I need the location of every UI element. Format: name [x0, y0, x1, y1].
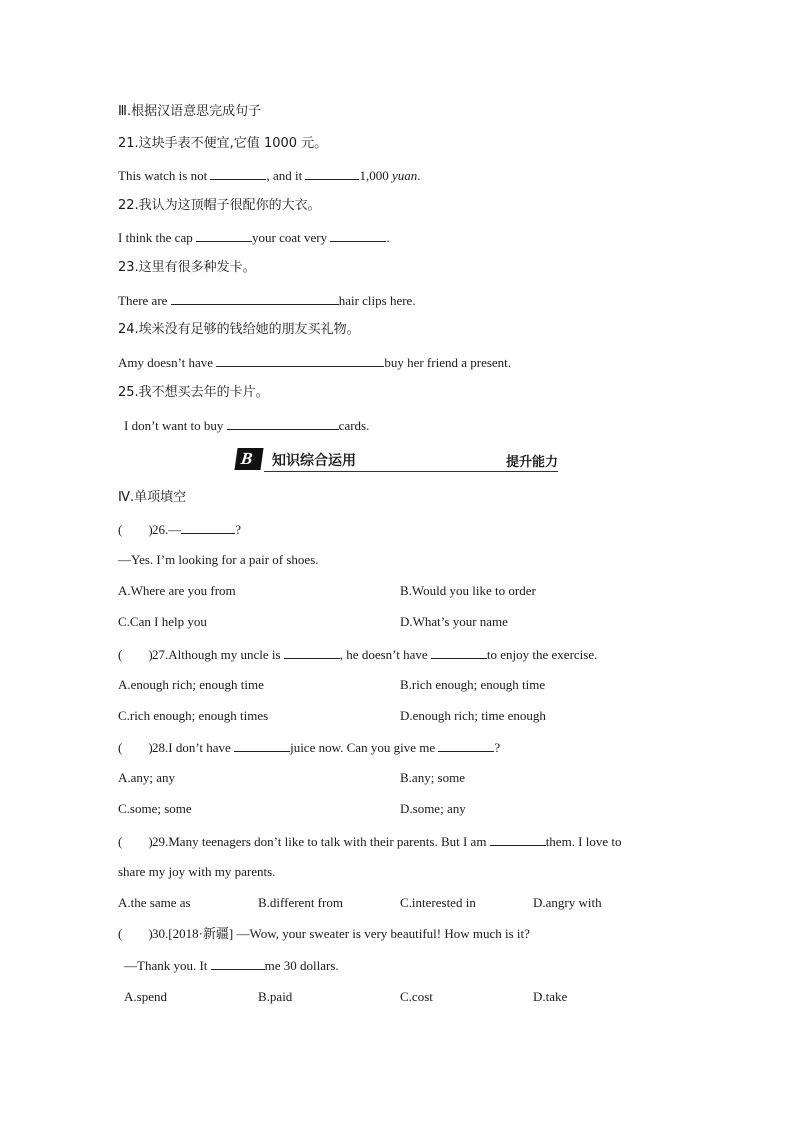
q25-chinese: 25.我不想买去年的卡片。	[118, 385, 269, 400]
q24-text-a: Amy doesn’t have	[118, 355, 217, 370]
q29-option-a[interactable]: A.the same as	[118, 895, 191, 910]
q30-option-b[interactable]: B.paid	[258, 989, 293, 1004]
q28-option-a[interactable]: A.any; any	[118, 770, 176, 785]
q24-text-b: buy her friend a present.	[384, 355, 512, 370]
q27-option-d[interactable]: D.enough rich; time enough	[400, 708, 546, 723]
q27-option-b[interactable]: B.rich enough; enough time	[400, 677, 546, 692]
q29-option-d[interactable]: D.angry with	[533, 895, 602, 910]
q26-option-b[interactable]: B.Would you like to order	[400, 583, 536, 598]
q30-reply-a: —Thank you. It	[124, 958, 211, 973]
q22-text-a: I think the cap	[118, 230, 196, 245]
q26-answer-paren[interactable]: ( )	[118, 522, 153, 537]
q25-english	[124, 417, 369, 434]
q30-option-c[interactable]: C.cost	[400, 989, 433, 1004]
q22-chinese: 22.我认为这顶帽子很配你的大衣。	[118, 198, 321, 213]
q26-stem	[118, 521, 241, 538]
q27-text-c: to enjoy the exercise.	[486, 647, 598, 662]
q21-text-d: .	[417, 168, 421, 183]
q23-text-a: There are	[118, 293, 171, 308]
banner-right-label: 提升能力	[505, 455, 558, 470]
q25-blank[interactable]	[227, 417, 339, 430]
banner-title: 知识综合运用	[272, 453, 356, 469]
q29-text-a: 29.Many teenagers don’t like to talk with their parents. But I am	[152, 834, 490, 849]
q26-text-a: 26.—	[152, 522, 182, 537]
q25-text-a: I don’t want to buy	[124, 418, 227, 433]
q27-stem	[118, 646, 597, 663]
q29-option-c[interactable]: C.interested in	[400, 895, 476, 910]
q28-text-b: juice now. Can you give me	[290, 740, 439, 755]
q29-answer-paren[interactable]: ( )	[118, 834, 153, 849]
q27-blank-1[interactable]	[284, 646, 340, 659]
q28-text-a: 28.I don’t have	[152, 740, 235, 755]
q27-text-a: 27.Although my uncle is	[152, 647, 284, 662]
q28-answer-paren[interactable]: ( )	[118, 740, 153, 755]
q26-option-c[interactable]: C.Can I help you	[118, 614, 207, 629]
q26-reply: —Yes. I’m looking for a pair of shoes.	[118, 552, 319, 567]
q22-blank-2[interactable]	[330, 229, 386, 242]
q24-chinese: 24.埃米没有足够的钱给她的朋友买礼物。	[118, 322, 360, 337]
q28-text-c: ?	[494, 740, 501, 755]
q30-stem	[118, 926, 530, 942]
q21-english	[118, 167, 420, 184]
banner-rule	[264, 471, 558, 472]
q26-blank[interactable]	[181, 521, 235, 534]
q29-blank[interactable]	[490, 833, 546, 846]
q23-chinese: 23.这里有很多种发卡。	[118, 260, 256, 275]
q21-yuan: yuan	[391, 168, 418, 183]
q26-option-a[interactable]: A.Where are you from	[118, 583, 236, 598]
q21-chinese: 21.这块手表不便宜,它值 1000 元。	[118, 136, 328, 151]
section-heading-choice: Ⅳ.单项填空	[118, 490, 187, 505]
q27-option-c[interactable]: C.rich enough; enough times	[118, 708, 269, 723]
q22-text-c: .	[386, 230, 390, 245]
q30-reply	[124, 957, 339, 974]
section-b-badge	[234, 448, 263, 470]
q22-english	[118, 229, 390, 246]
q21-text-c: 1,000	[359, 168, 392, 183]
q27-text-b: , he doesn’t have	[339, 647, 431, 662]
q27-option-a[interactable]: A.enough rich; enough time	[118, 677, 264, 692]
q26-option-d[interactable]: D.What’s your name	[400, 614, 508, 629]
q23-english	[118, 292, 416, 309]
q30-reply-b: me 30 dollars.	[264, 958, 339, 973]
q21-blank-2[interactable]	[305, 167, 359, 180]
q29-stem-continued: share my joy with my parents.	[118, 864, 276, 879]
q25-text-b: cards.	[338, 418, 370, 433]
q30-blank[interactable]	[211, 957, 265, 970]
q28-option-c[interactable]: C.some; some	[118, 801, 192, 816]
q28-option-d[interactable]: D.some; any	[400, 801, 466, 816]
section-banner	[236, 446, 558, 472]
q30-text: 30.[2018·新疆] —Wow, your sweater is very beautiful! How much is it?	[152, 926, 530, 941]
q23-text-b: hair clips here.	[338, 293, 416, 308]
q21-text-b: , and it	[266, 168, 306, 183]
q29-text-b: them. I love to	[545, 834, 622, 849]
q28-blank-2[interactable]	[438, 739, 494, 752]
q21-blank-1[interactable]	[210, 167, 266, 180]
q26-text-b: ?	[235, 522, 242, 537]
q27-blank-2[interactable]	[431, 646, 487, 659]
q30-answer-paren[interactable]: ( )	[118, 926, 153, 941]
q24-english	[118, 354, 511, 371]
q22-blank-1[interactable]	[196, 229, 252, 242]
badge-letter: B	[239, 449, 254, 468]
section-heading-completion: Ⅲ.根据汉语意思完成句子	[118, 104, 262, 119]
q29-stem	[118, 833, 622, 850]
q27-answer-paren[interactable]: ( )	[118, 647, 153, 662]
q23-blank[interactable]	[171, 292, 339, 305]
q28-option-b[interactable]: B.any; some	[400, 770, 465, 785]
q22-text-b: your coat very	[251, 230, 331, 245]
q21-text-a: This watch is not	[118, 168, 211, 183]
q24-blank[interactable]	[216, 354, 384, 367]
q28-blank-1[interactable]	[234, 739, 290, 752]
q30-option-d[interactable]: D.take	[533, 989, 568, 1004]
q29-option-b[interactable]: B.different from	[258, 895, 343, 910]
q30-option-a[interactable]: A.spend	[124, 989, 167, 1004]
q28-stem	[118, 739, 500, 756]
